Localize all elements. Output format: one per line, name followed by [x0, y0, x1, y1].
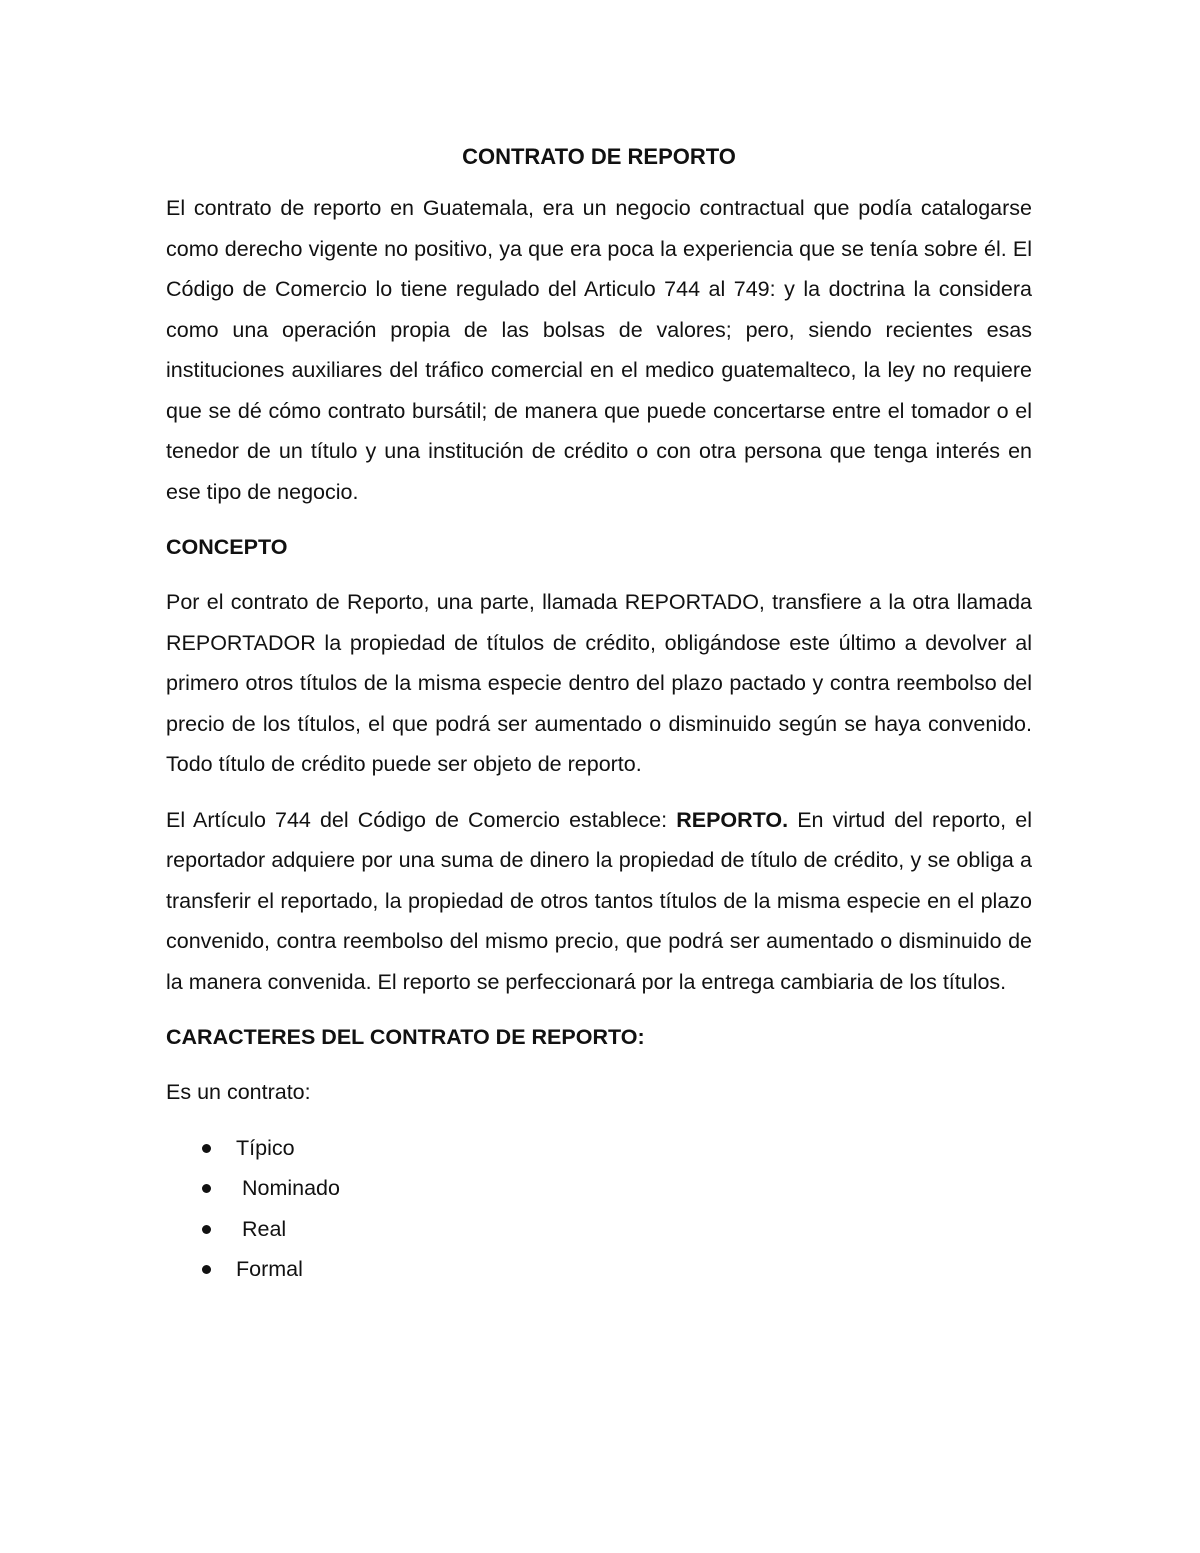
list-item-text: Nominado — [236, 1176, 340, 1200]
bullet-icon — [202, 1184, 211, 1193]
list-item-text: Típico — [236, 1135, 295, 1160]
list-item — [166, 1128, 1032, 1169]
intro-paragraph: El contrato de reporto en Guatemala, era un negocio contractual que podía catalogarse como derecho vigente no positivo, ya que era poca la experiencia que se tenía sobre él. El Código de Comercio lo tiene regulado del Articulo 744 al 749: y la doctrina la considera como una operación propia de las bolsas de valores; pero, siendo recientes esas instituciones auxiliares del tráfico comercial en el medico guatemalteco, la ley no requiere que se dé cómo contrato bursátil; de manera que puede concertarse entre el tomador o el tenedor de un título y una institución de crédito o con otra persona que tenga interés en ese tipo de negocio. — [166, 196, 1032, 504]
concept-heading: CONCEPTO — [166, 535, 288, 559]
article-paragraph — [166, 800, 1032, 1003]
list-item — [166, 1209, 1032, 1250]
characters-list — [166, 1128, 1032, 1290]
bullet-icon — [202, 1225, 211, 1234]
list-item-text: Real — [236, 1216, 287, 1241]
characters-intro: Es un contrato: — [166, 1080, 311, 1104]
article-bold-term: REPORTO. — [676, 807, 789, 832]
bullet-icon — [202, 1144, 211, 1153]
bullet-icon — [202, 1265, 211, 1274]
characters-heading: CARACTERES DEL CONTRATO DE REPORTO: — [166, 1025, 645, 1049]
list-item — [166, 1168, 1032, 1209]
article-rest-text: En virtud del reporto, el reportador adquiere por una suma de dinero la propiedad de título de crédito, y se obliga a transferir el reportado, la propiedad de otros tantos títulos de la misma especie en el plazo convenido, contra reembolso del mismo precio, que podrá ser aumentado o disminuido de la manera convenida. El reporto se perfeccionará por la entrega cambiaria de los títulos. — [166, 807, 1032, 994]
article-lead-text: El Artículo 744 del Código de Comercio establece: — [166, 807, 677, 832]
list-item — [166, 1249, 1032, 1290]
document-page — [166, 140, 1032, 1290]
list-item-text: Formal — [236, 1257, 303, 1281]
concept-paragraph: Por el contrato de Reporto, una parte, llamada REPORTADO, transfiere a la otra llamada REPORTADOR la propiedad de títulos de crédito, obligándose este último a devolver al primero otros títulos de la misma especie dentro del plazo pactado y contra reembolso del precio de los títulos, el que podrá ser aumentado o disminuido según se haya convenido. Todo título de crédito puede ser objeto de reporto. — [166, 590, 1032, 776]
document-title: CONTRATO DE REPORTO — [462, 144, 736, 169]
